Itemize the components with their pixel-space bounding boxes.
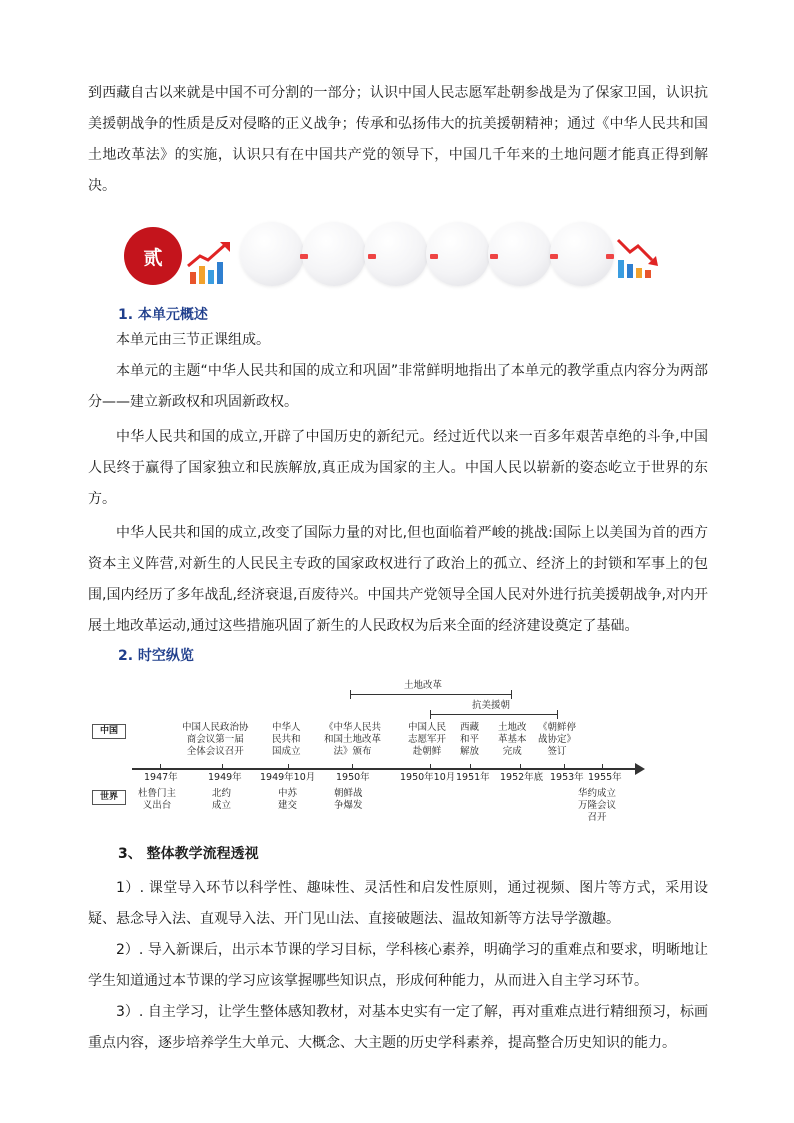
- falling-chart-icon: [614, 234, 662, 282]
- china-event: 土地改 革基本 完成: [498, 722, 527, 757]
- world-event: 朝鲜战 争爆发: [334, 788, 363, 811]
- world-event: 华约成立 万隆会议 召开: [578, 788, 617, 823]
- china-event: 《中华人民共 和国土地改革 法》颁布: [324, 722, 382, 757]
- section3-paragraph: 3）. 自主学习，让学生整体感知教材，对基本史实有一定了解，再对重难点进行精细预习，标画重点内容，逐步培养学生大单元、大概念、大主题的历史学科素养，提高整合历史知识的能力。: [88, 1004, 708, 1051]
- section1-paragraph: 本单元的主题“中华人民共和国的成立和巩固”非常鲜明地指出了本单元的教学重点内容分为两部分——建立新政权和巩固新政权。: [88, 363, 708, 410]
- section1-paragraph: 中华人民共和国的成立,开辟了中国历史的新纪元。经过近代以来一百多年艰苦卓绝的斗争,中国人民终于赢得了国家独立和民族解放,真正成为国家的主人。中国人民以崭新的姿态屹立于世界的东方。: [88, 429, 708, 507]
- date-label: 1951年: [456, 772, 490, 783]
- axis-tick: [430, 764, 431, 769]
- date-label: 1950年10月: [400, 772, 456, 783]
- section3-paragraph: 2）. 导入新课后，出示本节课的学习目标，学科核心素养，明确学习的重难点和要求，明晰地让学生知道通过本节课的学习应该掌握哪些知识点，形成何种能力，从而进入自主学习环节。: [88, 942, 708, 989]
- axis-tick: [288, 764, 289, 769]
- banner-mark: [550, 254, 558, 259]
- section3-heading: 3、 整体教学流程透视: [118, 846, 259, 862]
- china-event: 中华人 民共和 国成立: [272, 722, 301, 757]
- banner-mark: [300, 254, 308, 259]
- section1-paragraph: 本单元由三节正课组成。: [116, 332, 270, 348]
- row-label-china: 中国: [92, 724, 126, 739]
- date-label: 1949年10月: [260, 772, 316, 783]
- axis-tick: [470, 764, 471, 769]
- date-label: 1949年: [208, 772, 242, 783]
- section3-paragraph: 1）. 课堂导入环节以科学性、趣味性、灵活性和启发性原则，通过视频、图片等方式，采用设疑、悬念导入法、直观导入法、开门见山法、直接破题法、温故知新等方法导学激趣。: [88, 880, 708, 927]
- world-event: 北约 成立: [212, 788, 232, 811]
- axis-tick: [160, 764, 161, 769]
- world-event: 杜鲁门主 义出台: [138, 788, 177, 811]
- bubble: [302, 222, 366, 286]
- china-event: 中国人民 志愿军开 赴朝鲜: [408, 722, 447, 757]
- china-event: 西藏 和平 解放: [460, 722, 480, 757]
- rising-chart-icon: [186, 240, 234, 288]
- date-label: 1947年: [144, 772, 178, 783]
- span-label: 土地改革: [404, 680, 443, 691]
- world-event: 中苏 建交: [278, 788, 298, 811]
- section1-heading: 1. 本单元概述: [118, 307, 208, 323]
- banner-mark: [430, 254, 438, 259]
- banner-mark: [606, 254, 614, 259]
- span-label: 抗美援朝: [472, 700, 511, 711]
- section2-heading: 2. 时空纵览: [118, 648, 194, 664]
- date-label: 1950年: [336, 772, 370, 783]
- banner-mark: [368, 254, 376, 259]
- date-label: 1955年: [588, 772, 622, 783]
- bubble: [550, 222, 614, 286]
- span-bracket: [430, 714, 558, 715]
- axis-tick: [352, 764, 353, 769]
- date-label: 1953年: [550, 772, 584, 783]
- row-label-world: 世界: [92, 790, 126, 805]
- axis-tick: [222, 764, 223, 769]
- banner-mark: [490, 254, 498, 259]
- china-event: 《朝鲜停 战协定》 签订: [538, 722, 577, 757]
- section-badge: 贰: [124, 227, 182, 285]
- timeline-figure: [92, 678, 652, 828]
- intro-paragraph: 到西藏自古以来就是中国不可分割的一部分；认识中国人民志愿军赴朝参战是为了保家卫国，认识抗美援朝战争的性质是反对侵略的正义战争；传承和弘扬伟大的抗美援朝精神；通过《中华人民共和国土地改革法》的实施，认识只有在中国共产党的领导下，中国几千年来的土地问题才能真正得到解决。: [88, 85, 708, 194]
- axis-tick: [564, 764, 565, 769]
- axis-tick: [602, 764, 603, 769]
- china-event: 中国人民政治协 商会议第一届 全体会议召开: [182, 722, 249, 757]
- axis-arrow-icon: [635, 763, 645, 775]
- date-label: 1952年底: [500, 772, 544, 783]
- section1-paragraph: 中华人民共和国的成立,改变了国际力量的对比,但也面临着严峻的挑战:国际上以美国为首的西方资本主义阵营,对新生的人民民主专政的国家政权进行了政治上的孤立、经济上的封锁和军事上的包围,国内经历了多年战乱,经济衰退,百废待兴。中国共产党领导全国人民对外进行抗美援朝战争,对内开展土地改革运动,通过这些措施巩固了新生的人民政权为后来全面的经济建设奠定了基础。: [88, 525, 708, 634]
- axis-tick: [520, 764, 521, 769]
- bubble: [240, 222, 304, 286]
- span-bracket: [350, 694, 512, 695]
- timeline-axis: [132, 768, 637, 770]
